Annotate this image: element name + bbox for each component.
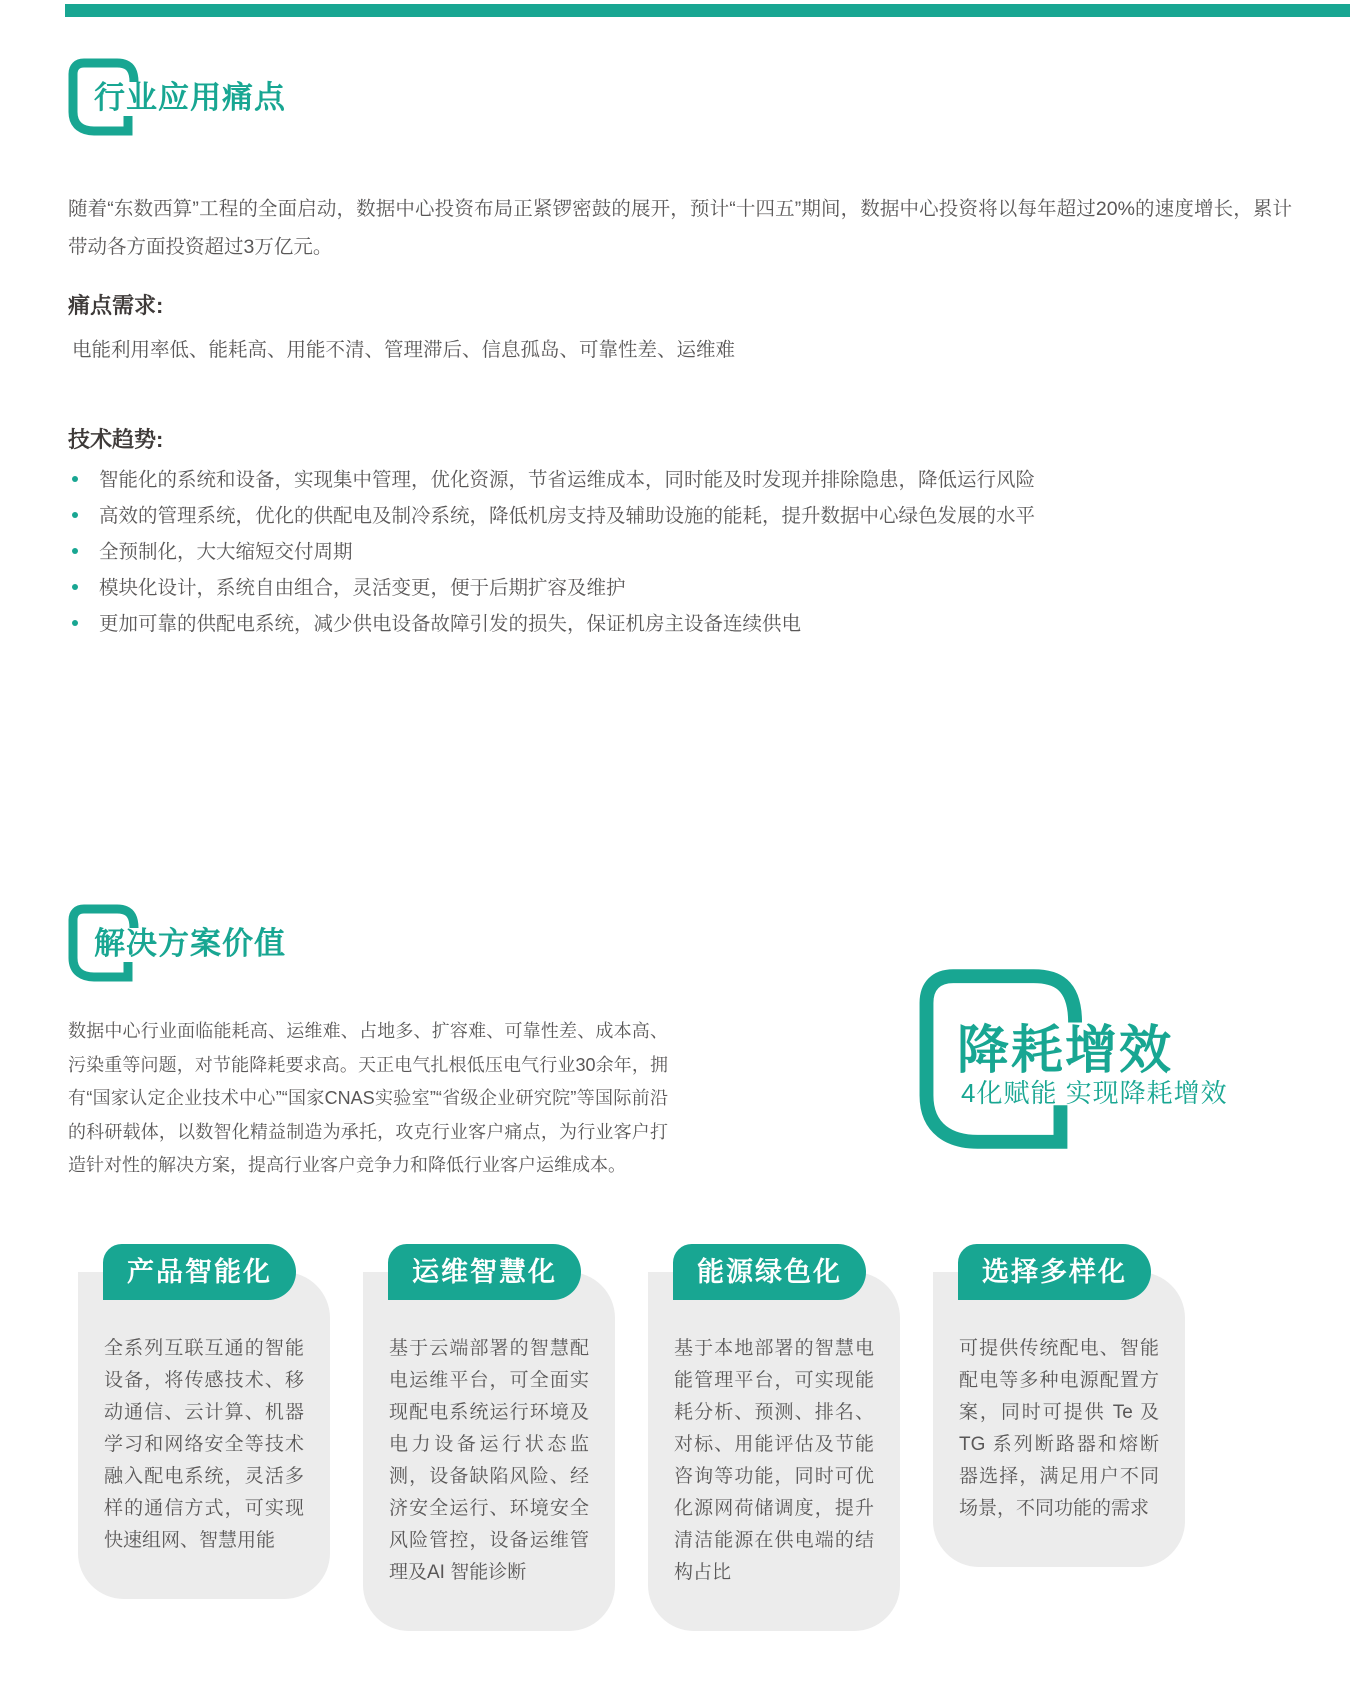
- feature-card-product-intelligence: [78, 1244, 330, 1599]
- trend-text: 全预制化，大大缩短交付周期: [99, 541, 353, 563]
- list-item: [68, 606, 1268, 642]
- card-title-tab: 产品智能化: [103, 1244, 296, 1300]
- trend-text: 更加可靠的供配电系统，减少供电设备故障引发的损失，保证机房主设备连续供电: [99, 613, 802, 635]
- list-item: [68, 570, 1268, 606]
- pain-intro-paragraph: 随着“东数西算”工程的全面启动，数据中心投资布局正紧锣密鼓的展开，预计“十四五”期间，数据中心投资将以每年超过20%的速度增长，累计带动各方面投资超过3万亿元。: [68, 197, 1292, 258]
- trend-text: 智能化的系统和设备，实现集中管理，优化资源，节省运维成本，同时能及时发现并排除隐患，降低运行风险: [99, 469, 1036, 491]
- trend-text: 模块化设计，系统自由组合，灵活变更，便于后期扩容及维护: [99, 577, 626, 599]
- callout-subtitle: 4化赋能 实现降耗增效: [961, 1078, 1228, 1108]
- pain-demand-text: 电能利用率低、能耗高、用能不清、管理滞后、信息孤岛、可靠性差、运维难: [72, 339, 736, 361]
- bullet-dot-icon: [72, 620, 78, 626]
- bullet-dot-icon: [72, 584, 78, 590]
- list-item: [68, 498, 1268, 534]
- feature-card-diverse-choice: [933, 1244, 1185, 1567]
- list-item: [68, 534, 1268, 570]
- card-title-tab: 能源绿色化: [673, 1244, 866, 1300]
- card-body-text: 全系列互联互通的智能设备，将传感技术、移动通信、云计算、机器学习和网络安全等技术融入配电系统，灵活多样的通信方式，可实现快速组网、智慧用能: [78, 1272, 330, 1599]
- feature-card-green-energy: [648, 1244, 900, 1631]
- feature-card-ops-wisdom: [363, 1244, 615, 1631]
- value-paragraph: 数据中心行业面临能耗高、运维难、占地多、扩容难、可靠性差、成本高、污染重等问题，对节能降耗要求高。天正电气扎根低压电气行业30余年，拥有“国家认定企业技术中心”“国家CNAS实验室”“省级企业研究院”等国际前沿的科研载体，以数智化精益制造为承托，攻克行业客户痛点，为行业客户打造针对性的解决方案，提高行业客户竞争力和降低行业客户运维成本。: [68, 1021, 668, 1175]
- bullet-dot-icon: [72, 512, 78, 518]
- trend-text: 高效的管理系统，优化的供配电及制冷系统，降低机房支持及辅助设施的能耗，提升数据中心绿色发展的水平: [99, 505, 1036, 527]
- section-title-value: 解决方案价值: [94, 926, 286, 961]
- pain-demand-heading: 痛点需求:: [68, 293, 164, 318]
- list-item: [68, 462, 1268, 498]
- card-body-text: 基于本地部署的智慧电能管理平台，可实现能耗分析、预测、排名、对标、用能评估及节能咨询等功能，同时可优化源网荷储调度，提升清洁能源在供电端的结构占比: [648, 1272, 900, 1631]
- tech-trend-list: [68, 462, 1268, 642]
- callout-title: 降耗增效: [957, 1022, 1174, 1080]
- card-body-text: 可提供传统配电、智能配电等多种电源配置方案，同时可提供 Te 及 TG 系列断路器和熔断器选择，满足用户不同场景，不同功能的需求: [933, 1272, 1185, 1567]
- card-title-tab: 运维智慧化: [388, 1244, 581, 1300]
- card-title-tab: 选择多样化: [958, 1244, 1151, 1300]
- tech-trend-heading: 技术趋势:: [68, 427, 164, 452]
- top-accent-bar: [65, 4, 1350, 17]
- card-body-text: 基于云端部署的智慧配电运维平台，可全面实现配电系统运行环境及电力设备运行状态监测，设备缺陷风险、经济安全运行、环境安全风险管控，设备运维管理及AI 智能诊断: [363, 1272, 615, 1631]
- bullet-dot-icon: [72, 548, 78, 554]
- section-title-pain: 行业应用痛点: [94, 80, 286, 115]
- bullet-dot-icon: [72, 476, 78, 482]
